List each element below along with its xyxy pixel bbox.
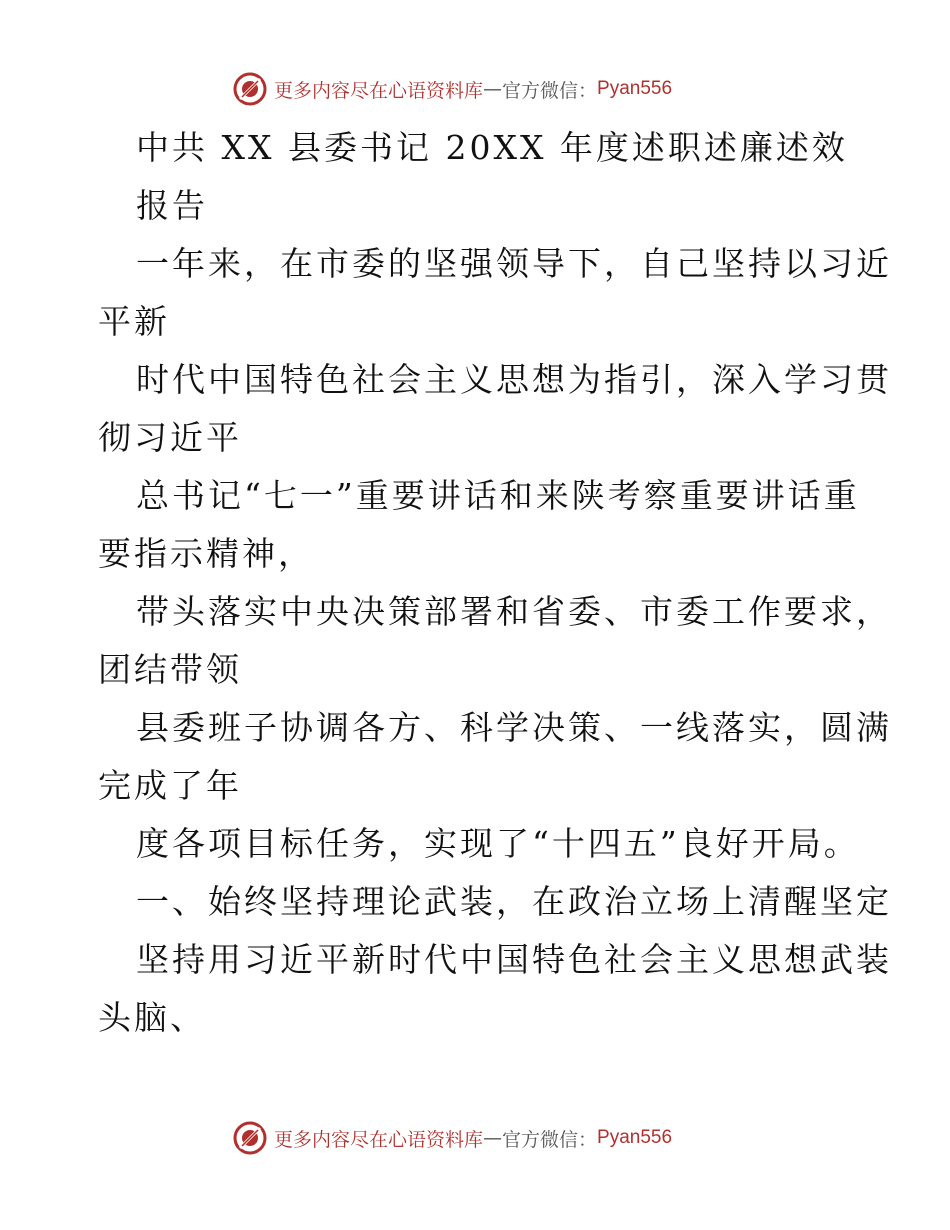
section-heading: 一、始终坚持理论武装，在政治立场上清醒坚定 (136, 882, 892, 921)
paragraph-line: 完成了年 (98, 766, 242, 805)
document-title-line-1: 中共 XX 县委书记 20XX 年度述职述廉述效 (136, 128, 848, 167)
paragraph-line: 团结带领 (98, 650, 242, 689)
paragraph-line: 时代中国特色社会主义思想为指引，深入学习贯 (136, 360, 892, 399)
watermark-wechat-id: Pyan556 (597, 78, 673, 99)
watermark-wechat-label: 官方微信： (502, 79, 598, 102)
paragraph-line: 带头落实中央决策部署和省委、市委工作要求， (136, 592, 892, 631)
paragraph-line: 彻习近平 (98, 418, 242, 457)
watermark-banner-bottom (232, 1118, 672, 1158)
seal-logo-icon (232, 1120, 268, 1156)
watermark-dash: — (483, 78, 503, 100)
paragraph-line: 一年来，在市委的坚强领导下，自己坚持以习近 (136, 244, 892, 283)
watermark-banner-top (232, 69, 672, 109)
paragraph-line: 总书记“七一”重要讲话和来陕考察重要讲话重 (136, 476, 860, 515)
paragraph-line: 平新 (98, 302, 170, 341)
watermark-site-text: 更多内容尽在心语资料库 (274, 79, 484, 102)
seal-logo-icon (232, 71, 268, 107)
paragraph-line: 头脑、 (98, 998, 206, 1037)
watermark-wechat-label: 官方微信： (502, 1128, 598, 1151)
paragraph-line: 县委班子协调各方、科学决策、一线落实，圆满 (136, 708, 892, 747)
paragraph-line: 坚持用习近平新时代中国特色社会主义思想武装 (136, 940, 892, 979)
watermark-wechat-id: Pyan556 (597, 1127, 673, 1148)
watermark-site-text: 更多内容尽在心语资料库 (274, 1128, 484, 1151)
paragraph-line: 度各项目标任务，实现了“十四五”良好开局。 (136, 824, 860, 863)
paragraph-line: 要指示精神， (98, 534, 314, 573)
document-title-line-2: 报告 (136, 186, 208, 225)
watermark-dash: — (483, 1127, 503, 1149)
